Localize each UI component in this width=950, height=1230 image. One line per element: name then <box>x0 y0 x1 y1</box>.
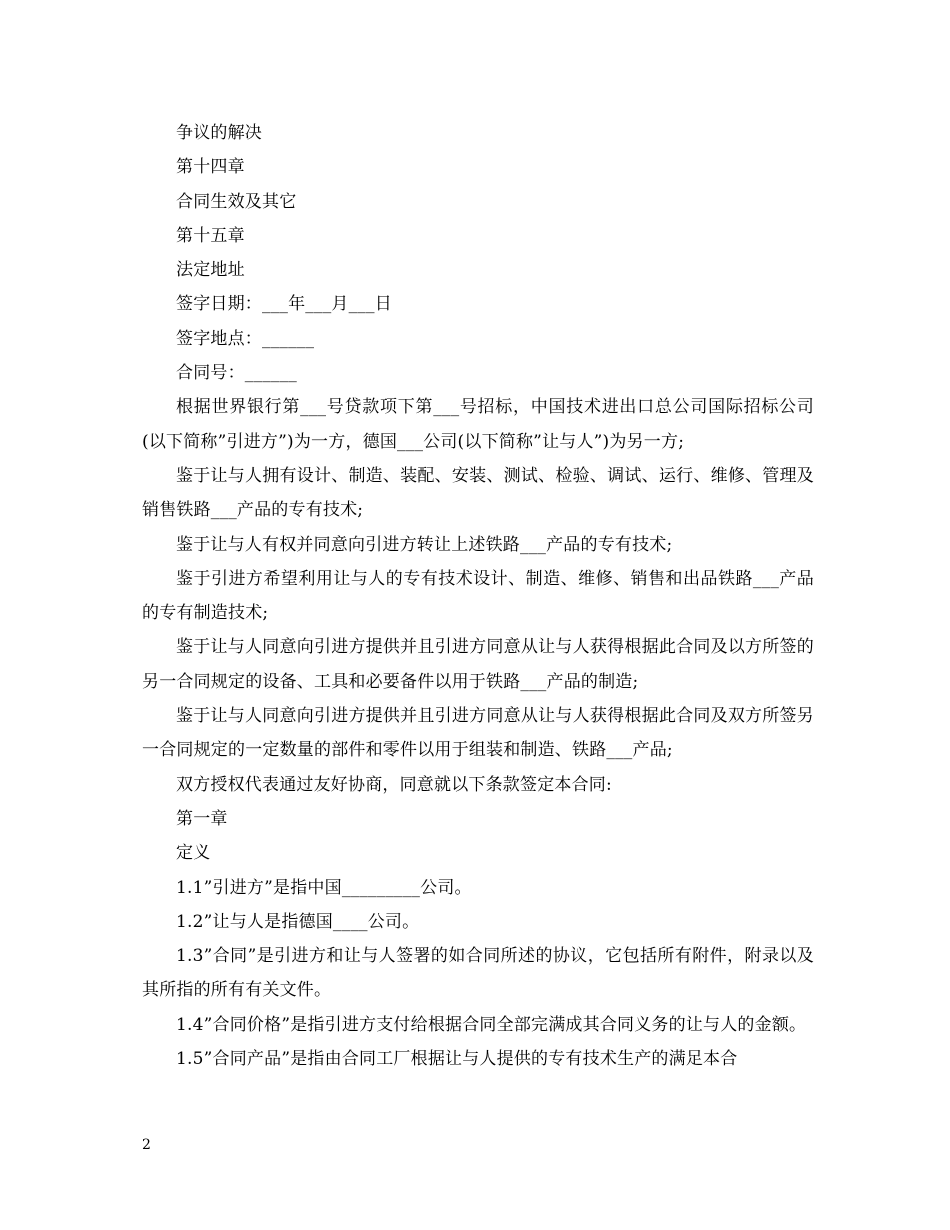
recital-paragraph: 鉴于让与人同意向引进方提供并且引进方同意从让与人获得根据此合同及以方所签的另一合同规定的设备、工具和必要备件以用于铁路___产品的制造; <box>142 637 814 692</box>
recital-paragraph: 鉴于引进方希望利用让与人的专有技术设计、制造、维修、销售和出品铁路___产品的专有制造技术; <box>142 568 814 624</box>
section-heading: 定义 <box>176 843 211 864</box>
definition-clause: 1.4”合同价格”是指引进方支付给根据合同全部完满成其合同义务的让与人的金额。 <box>176 1014 807 1035</box>
chapter-heading: 第十五章 <box>176 225 245 246</box>
preamble-paragraph: 根据世界银行第___号贷款项下第___号招标，中国技术进出口总公司国际招标公司(以下简称”引进方”)为一方，德国___公司(以下简称”让与人”)为另一方; <box>142 397 814 452</box>
section-heading: 法定地址 <box>176 260 245 281</box>
recital-paragraph: 鉴于让与人同意向引进方提供并且引进方同意从让与人获得根据此合同及双方所签另一合同规定的一定数量的部件和零件以用于组装和制造、铁路___产品; <box>142 706 814 761</box>
definition-clause: 1.5”合同产品”是指由合同工厂根据让与人提供的专有技术生产的满足本合 <box>176 1049 738 1070</box>
signing-date-line: 签字日期：___年___月___日 <box>176 294 392 315</box>
definition-clause: 1.2”让与人是指德国____公司。 <box>176 911 420 932</box>
document-body <box>142 116 814 1076</box>
section-heading: 争议的解决 <box>176 123 262 143</box>
definition-clause: 1.3”合同”是引进方和让与人签署的如合同所述的协议，它包括所有附件，附录以及其所指的所有有关文件。 <box>142 946 814 1001</box>
section-heading: 合同生效及其它 <box>176 191 297 212</box>
agreement-paragraph: 双方授权代表通过友好协商，同意就以下条款签定本合同: <box>176 774 612 795</box>
recital-paragraph: 鉴于让与人有权并同意向引进方转让上述铁路___产品的专有技术; <box>176 534 673 555</box>
chapter-heading: 第一章 <box>176 808 228 829</box>
recital-paragraph: 鉴于让与人拥有设计、制造、装配、安装、测试、检验、调试、运行、维修、管理及销售铁路___产品的专有技术; <box>142 465 814 521</box>
chapter-heading: 第十四章 <box>176 157 245 178</box>
page-number: 2 <box>142 1137 151 1153</box>
signing-place-line: 签字地点：______ <box>176 328 315 349</box>
contract-number-line: 合同号：______ <box>176 363 297 384</box>
definition-clause: 1.1”引进方”是指中国_________公司。 <box>176 877 472 898</box>
